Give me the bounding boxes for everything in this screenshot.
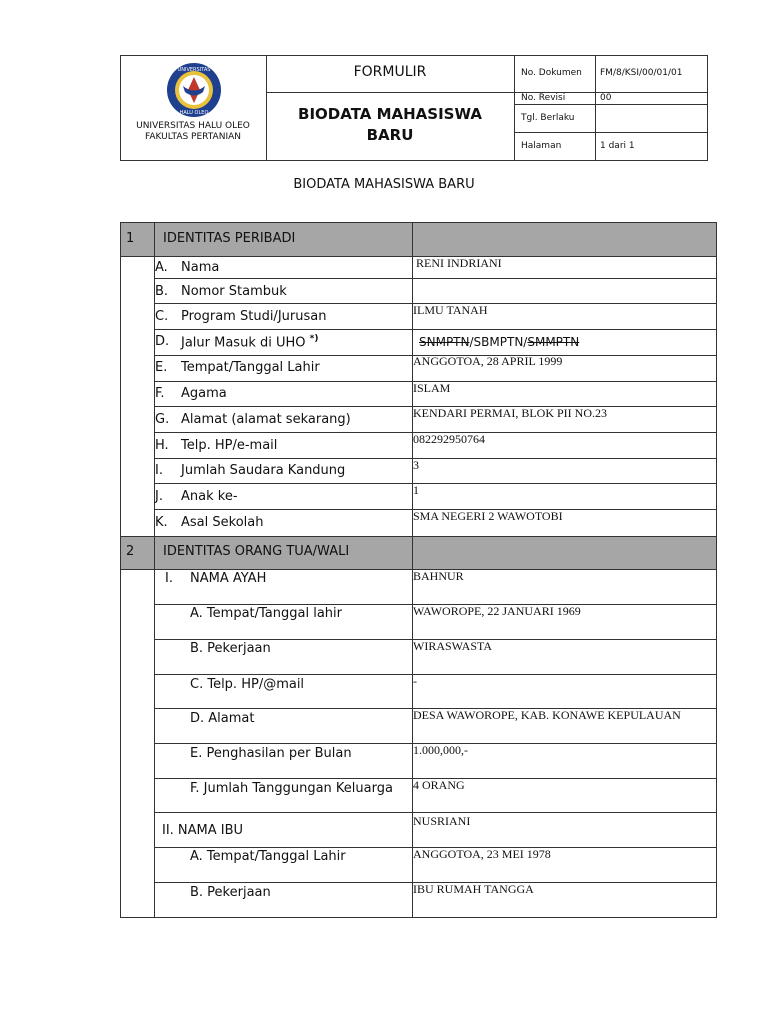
form-title-line2: BARU [366, 126, 414, 144]
row-letter-a: A. [155, 260, 168, 275]
father-row-value-income: 1.000,000,- [413, 743, 468, 757]
section2-title: IDENTITAS ORANG TUA/WALI [163, 544, 350, 559]
row-label-religion: Agama [181, 386, 227, 401]
header-divider [266, 92, 515, 93]
mother-heading: II. NAMA IBU [162, 823, 244, 838]
row-divider [154, 458, 717, 459]
admission-path-label-text: Jalur Masuk di UHO [181, 335, 306, 351]
row-letter-f: F. [155, 386, 165, 401]
father-row-value-job: WIRASWASTA [413, 639, 493, 653]
document-title: BIODATA MAHASISWA BARU [293, 177, 475, 192]
mother-name-value: NUSRIANI [413, 814, 471, 828]
admission-option-separator: /SBMPTN/ [469, 335, 528, 349]
row-label-name: Nama [181, 260, 220, 275]
admission-path-footnote: *) [309, 334, 319, 344]
table-border [120, 536, 717, 537]
row-letter-j: J. [155, 489, 163, 504]
row-label-phone: Telp. HP/e-mail [181, 438, 278, 453]
form-label: FORMULIR [353, 64, 427, 80]
row-label-child-order: Anak ke- [181, 489, 238, 504]
father-row-label-address: D. Alamat [190, 711, 255, 726]
logo-ring-text-top: UNIVERSITAS [177, 67, 211, 73]
row-divider [154, 674, 717, 675]
logo-ring-text-bottom: HALU OLEO [179, 110, 209, 116]
row-letter-g: G. [155, 412, 170, 427]
row-letter-i: I. [155, 463, 163, 478]
row-letter-b: B. [155, 284, 169, 299]
row-value-name: RENI INDRIANI [416, 256, 502, 270]
row-letter-k: K. [155, 515, 168, 530]
row-letter-e: E. [155, 360, 168, 375]
father-row-label-phone: C. Telp. HP/@mail [190, 677, 305, 692]
university-logo [166, 62, 222, 118]
row-label-siblings: Jumlah Saudara Kandung [181, 463, 346, 478]
row-letter-d: D. [155, 334, 170, 349]
father-row-label-income: E. Penghasilan per Bulan [190, 746, 352, 761]
mother-row-label-job: B. Pekerjaan [190, 885, 271, 900]
row-label-school: Asal Sekolah [181, 515, 264, 530]
row-letter-c: C. [155, 309, 169, 324]
row-label-address: Alamat (alamat sekarang) [181, 412, 351, 427]
row-value-school: SMA NEGERI 2 WAWOTOBI [413, 509, 563, 523]
row-value-birth: ANGGOTOA, 28 APRIL 1999 [413, 354, 563, 368]
header-divider [514, 104, 708, 105]
header-divider [514, 132, 708, 133]
father-row-value-address: DESA WAWOROPE, KAB. KONAWE KEPULAUAN [413, 708, 681, 722]
table-border [120, 917, 717, 918]
table-border [120, 222, 717, 223]
row-label-student-number: Nomor Stambuk [181, 284, 287, 299]
meta-label-page: Halaman [521, 141, 562, 151]
row-value-admission-path [419, 335, 579, 349]
table-border [154, 222, 155, 918]
father-row-value-dependents: 4 ORANG [413, 778, 465, 792]
row-value-siblings: 3 [413, 458, 419, 472]
row-value-religion: ISLAM [413, 381, 451, 395]
row-value-phone: 082292950764 [413, 432, 485, 446]
admission-option-smmptn: SMMPTN [527, 335, 580, 349]
row-label-admission-path [181, 334, 318, 350]
row-label-birth: Tempat/Tanggal Lahir [181, 360, 320, 375]
row-divider [154, 483, 717, 484]
header-divider [595, 55, 596, 161]
section1-title: IDENTITAS PERIBADI [163, 231, 296, 246]
father-row-value-birth: WAWOROPE, 22 JANUARI 1969 [413, 604, 581, 618]
father-row-label-birth: A. Tempat/Tanggal lahir [190, 606, 343, 621]
header-divider [514, 55, 515, 161]
row-value-address: KENDARI PERMAI, BLOK PII NO.23 [413, 406, 607, 420]
father-row-label-dependents: F. Jumlah Tanggungan Keluarga [190, 781, 393, 796]
admission-option-snmptn: SNMPTN [419, 335, 470, 349]
mother-row-value-job: IBU RUMAH TANGGA [413, 882, 534, 896]
row-divider [154, 329, 717, 330]
row-value-study-program: ILMU TANAH [413, 303, 488, 317]
father-name-value: BAHNUR [413, 569, 464, 583]
row-divider [154, 278, 717, 279]
father-heading: NAMA AYAH [190, 571, 267, 586]
father-heading-number: I. [165, 571, 173, 586]
form-title [266, 104, 514, 146]
row-letter-h: H. [155, 438, 169, 453]
mother-row-value-birth: ANGGOTOA, 23 MEI 1978 [413, 847, 551, 861]
row-label-study-program: Program Studi/Jurusan [181, 309, 327, 324]
row-divider [154, 812, 717, 813]
father-row-label-job: B. Pekerjaan [190, 641, 271, 656]
table-border [120, 222, 121, 918]
table-border [716, 222, 717, 918]
faculty-name: FAKULTAS PERTANIAN [144, 132, 241, 142]
meta-value-doc: FM/8/KSI/00/01/01 [600, 68, 683, 78]
meta-label-valid-date: Tgl. Berlaku [521, 113, 575, 123]
section1-number: 1 [126, 231, 135, 246]
meta-label-doc: No. Dokumen [521, 68, 582, 78]
form-title-line1: BIODATA MAHASISWA [298, 105, 482, 123]
meta-value-page: 1 dari 1 [600, 141, 635, 151]
row-value-child-order: 1 [413, 483, 419, 497]
section2-number: 2 [126, 544, 135, 559]
father-row-value-phone: - [413, 674, 417, 688]
meta-label-revision: No. Revisi [521, 93, 566, 103]
university-name: UNIVERSITAS HALU OLEO [136, 121, 250, 131]
mother-row-label-birth: A. Tempat/Tanggal Lahir [190, 849, 346, 864]
meta-value-revision: 00 [600, 93, 612, 103]
